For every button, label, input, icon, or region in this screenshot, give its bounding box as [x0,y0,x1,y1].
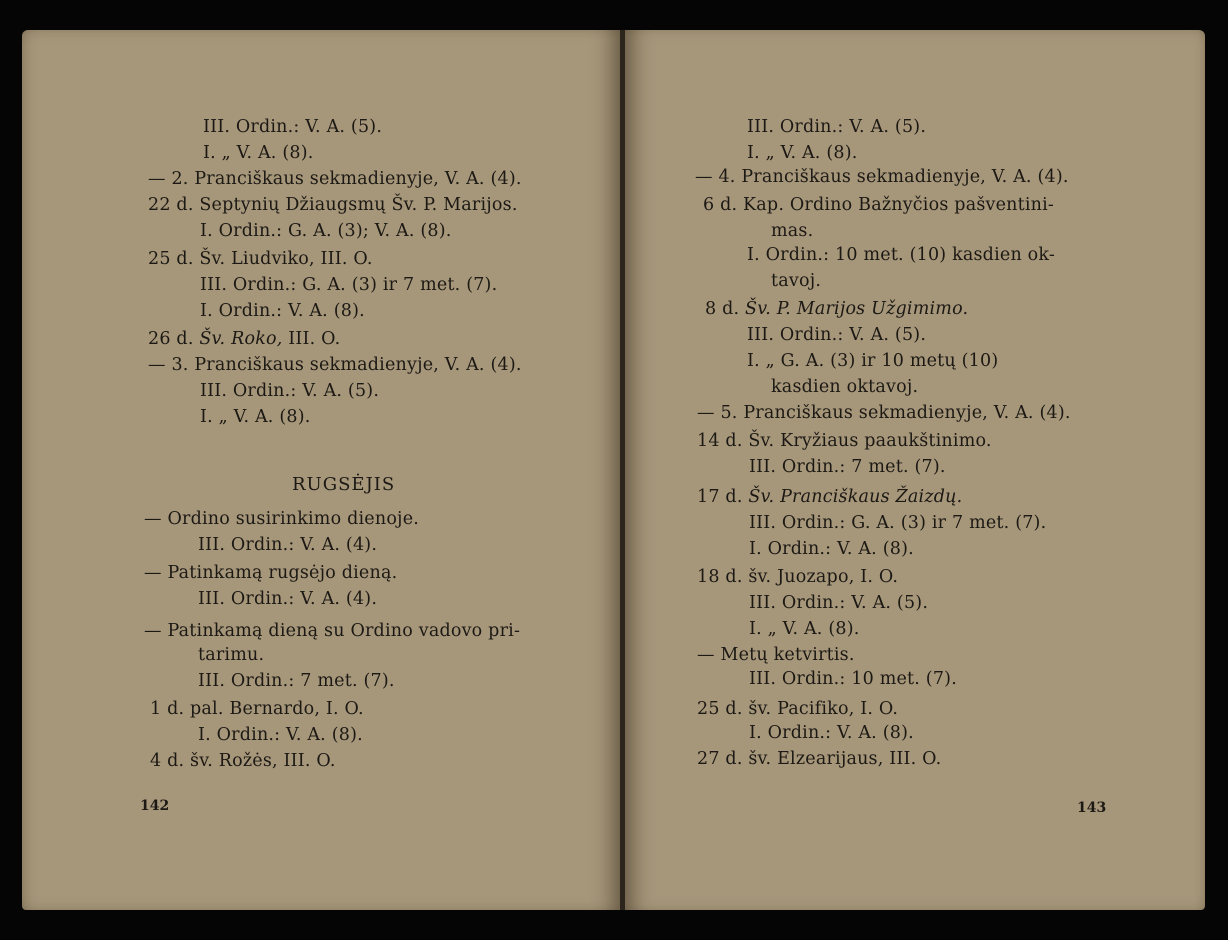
text-line: — Ordino susirinkimo dienoje. [144,509,420,529]
text-line: — 2. Pranciškaus sekmadienyje, V. A. (4). [148,169,522,189]
month-heading: RUGSĖJIS [292,474,396,495]
text-line: 14 d. Šv. Kryžiaus paaukštinimo. [697,431,992,451]
text-line: mas. [771,221,814,241]
left-page [22,30,620,910]
text-line: III. Ordin.: V. A. (5). [749,593,929,613]
text-line: III. Ordin.: V. A. (5). [200,381,380,401]
text-line: — Patinkamą dieną su Ordino vadovo pri- [144,621,521,641]
text-line: 4 d. šv. Rožės, III. O. [150,751,336,771]
text-line: — 4. Pranciškaus sekmadienyje, V. A. (4). [695,167,1069,187]
text-line: III. Ordin.: V. A. (4). [198,589,378,609]
text-line: — 5. Pranciškaus sekmadienyje, V. A. (4). [697,403,1071,423]
text-line: III. Ordin.: 7 met. (7). [749,457,946,477]
text-line: kasdien oktavoj. [771,377,919,397]
text-line: III. Ordin.: V. A. (4). [198,535,378,555]
text-line: I. „ G. A. (3) ir 10 metų (10) [747,351,999,371]
text-line: 27 d. šv. Elzearijaus, III. O. [697,749,942,769]
text-line: — Metų ketvirtis. [697,645,855,665]
text-line: — Patinkamą rugsėjo dieną. [144,563,398,583]
text-line: 22 d. Septynių Džiaugsmų Šv. P. Marijos. [148,195,518,215]
text-line: tarimu. [198,645,265,665]
right-page [625,30,1205,910]
text-line: III. Ordin.: 7 met. (7). [198,671,395,691]
text-line: I. Ordin.: V. A. (8). [200,301,365,321]
page-number: 143 [1077,800,1107,816]
text-line: I. „ V. A. (8). [203,143,314,163]
page-number: 142 [140,798,170,814]
text-line: 26 d. Šv. Roko, III. O. [148,329,341,349]
text-line: I. „ V. A. (8). [749,619,860,639]
text-line: III. Ordin.: V. A. (5). [747,325,927,345]
text-line: III. Ordin.: G. A. (3) ir 7 met. (7). [200,275,498,295]
text-line: 18 d. šv. Juozapo, I. O. [697,567,899,587]
text-line: I. „ V. A. (8). [200,407,311,427]
text-line: 25 d. Šv. Liudviko, III. O. [148,249,373,269]
text-line: 25 d. šv. Pacifiko, I. O. [697,699,899,719]
text-line: III. Ordin.: V. A. (5). [747,117,927,137]
text-line: I. Ordin.: 10 met. (10) kasdien ok- [747,245,1056,265]
text-line: I. Ordin.: V. A. (8). [749,723,914,743]
text-line: 6 d. Kap. Ordino Bažnyčios pašventini- [703,195,1055,215]
text-line: 17 d. Šv. Pranciškaus Žaizdų. [697,487,963,507]
text-line: I. „ V. A. (8). [747,143,858,163]
text-line: III. Ordin.: 10 met. (7). [749,669,957,689]
text-line: I. Ordin.: V. A. (8). [749,539,914,559]
text-line: 8 d. Šv. P. Marijos Užgimimo. [705,299,969,319]
text-line: tavoj. [771,271,822,291]
text-line: III. Ordin.: G. A. (3) ir 7 met. (7). [749,513,1047,533]
text-line: I. Ordin.: V. A. (8). [198,725,363,745]
text-line: I. Ordin.: G. A. (3); V. A. (8). [200,221,452,241]
text-line: — 3. Pranciškaus sekmadienyje, V. A. (4). [148,355,522,375]
text-line: III. Ordin.: V. A. (5). [203,117,383,137]
text-line: 1 d. pal. Bernardo, I. O. [150,699,364,719]
